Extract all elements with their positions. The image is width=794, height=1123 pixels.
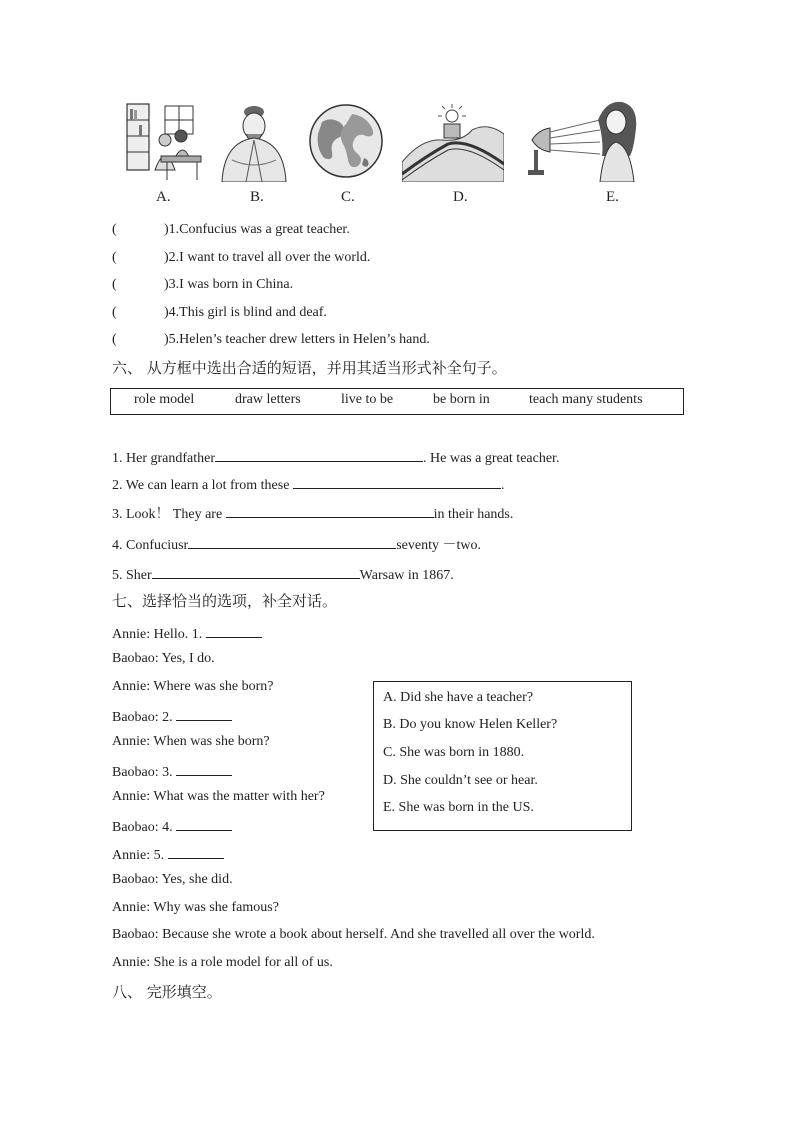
phrase-4: be born in: [433, 392, 490, 407]
confucius-icon: [218, 100, 290, 182]
dialogue-line-13: [112, 954, 333, 972]
picture-label-b: B.: [250, 189, 264, 205]
speaker: Annie:: [112, 734, 151, 749]
dialogue-line-2: [112, 650, 215, 668]
sentence-text: 2. We can learn a lot from these: [112, 478, 293, 493]
line-text: Where was she born?: [153, 679, 274, 694]
option-c: C. She was born in 1880.: [383, 745, 525, 760]
fill-sentence-3: [112, 503, 513, 524]
phrase-1: role model: [134, 392, 195, 407]
line-text: What was the matter with her?: [153, 789, 325, 804]
answer-blank[interactable]: [152, 564, 360, 579]
dialogue-line-3: [112, 678, 273, 696]
picture-label-a: A.: [156, 189, 171, 205]
speaker: Baobao:: [112, 820, 159, 835]
dialogue-line-4: [112, 706, 232, 727]
great-wall-icon: [402, 100, 504, 182]
dialogue-line-11: [112, 899, 279, 917]
answer-blank[interactable]: [206, 623, 262, 638]
matching-item-5: )5.Helen’s teacher drew letters in Helen’s hand.: [164, 332, 430, 347]
option-a: A. Did she have a teacher?: [383, 690, 534, 705]
line-text: Yes, she did.: [161, 872, 233, 887]
picture-label-c: C.: [341, 189, 355, 205]
answer-paren: (: [112, 277, 117, 292]
option-e: E. She was born in the US.: [383, 800, 534, 815]
phrase-2: draw letters: [235, 392, 301, 407]
answer-paren: (: [112, 250, 117, 265]
sentence-text: 4. Confuciusr: [112, 538, 189, 553]
picture-label-e: E.: [606, 189, 619, 205]
line-text: 2.: [162, 710, 177, 725]
sentence-text: 5. Sher: [112, 568, 152, 583]
answer-blank[interactable]: [215, 447, 423, 462]
answer-blank[interactable]: [226, 503, 434, 518]
fill-sentence-4: [112, 534, 481, 555]
fill-sentence-2: [112, 474, 504, 495]
answer-blank[interactable]: [168, 844, 224, 859]
sentence-text: . He was a great teacher.: [423, 451, 560, 466]
line-text: Because she wrote a book about herself. And she travelled all over the world.: [162, 927, 595, 942]
answer-blank[interactable]: [176, 761, 232, 776]
matching-item-2: )2.I want to travel all over the world.: [164, 250, 371, 265]
sentence-text: in their hands.: [433, 507, 514, 522]
fill-sentence-5: [112, 564, 454, 585]
line-text: 3.: [162, 765, 177, 780]
line-text: Why was she famous?: [153, 900, 279, 915]
fill-sentence-1: [112, 447, 559, 468]
dialogue-line-7: [112, 788, 325, 806]
phrase-5: teach many students: [529, 392, 643, 407]
globe-icon: [308, 100, 384, 182]
speaker: Annie:: [112, 789, 151, 804]
answer-blank[interactable]: [293, 474, 501, 489]
dialogue-line-8: [112, 816, 232, 837]
line-text: 4.: [162, 820, 177, 835]
speaker: Annie:: [112, 900, 151, 915]
section-7-title: 七、选择恰当的选项，补全对话。: [112, 592, 338, 610]
speaker: Baobao:: [112, 765, 159, 780]
answer-paren: (: [112, 305, 117, 320]
answer-paren: (: [112, 332, 117, 347]
speaker: Annie:: [112, 848, 151, 863]
line-text: When was she born?: [153, 734, 270, 749]
matching-item-1: )1.Confucius was a great teacher.: [164, 222, 350, 237]
answer-blank[interactable]: [188, 534, 396, 549]
girl-with-light-icon: [520, 100, 648, 182]
section-8-title: 八、 完形填空。: [112, 983, 222, 1001]
matching-item-4: )4.This girl is blind and deaf.: [164, 305, 327, 320]
reading-family-icon: [125, 100, 203, 182]
dialogue-line-6: [112, 761, 232, 782]
line-text: She is a role model for all of us.: [153, 955, 333, 970]
sentence-text: 1. Her grandfather: [112, 451, 216, 466]
phrase-3: live to be: [341, 392, 394, 407]
sentence-text: 3. Look！ They are: [112, 507, 226, 522]
speaker: Baobao:: [112, 927, 159, 942]
picture-label-d: D.: [453, 189, 468, 205]
dialogue-line-9: [112, 844, 224, 865]
answer-blank[interactable]: [176, 816, 232, 831]
line-text: Yes, I do.: [161, 651, 215, 666]
speaker: Baobao:: [112, 710, 159, 725]
speaker: Annie:: [112, 955, 151, 970]
speaker: Baobao:: [112, 872, 159, 887]
matching-item-3: )3.I was born in China.: [164, 277, 294, 292]
sentence-text: seventy －two.: [396, 538, 481, 553]
answer-blank[interactable]: [176, 706, 232, 721]
section-6-title: 六、 从方框中选出合适的短语，并用其适当形式补全句子。: [112, 359, 507, 377]
dialogue-line-5: [112, 733, 270, 751]
line-text: Hello. 1.: [153, 627, 206, 642]
dialogue-line-1: [112, 623, 262, 644]
option-d: D. She couldn’t see or hear.: [383, 773, 538, 788]
speaker: Annie:: [112, 679, 151, 694]
speaker: Baobao:: [112, 651, 159, 666]
line-text: 5.: [153, 848, 168, 863]
speaker: Annie:: [112, 627, 151, 642]
dialogue-line-10: [112, 871, 233, 889]
option-b: B. Do you know Helen Keller?: [383, 717, 558, 732]
sentence-text: .: [500, 478, 505, 493]
dialogue-line-12: [112, 926, 595, 944]
sentence-text: Warsaw in 1867.: [359, 568, 454, 583]
answer-paren: (: [112, 222, 117, 237]
